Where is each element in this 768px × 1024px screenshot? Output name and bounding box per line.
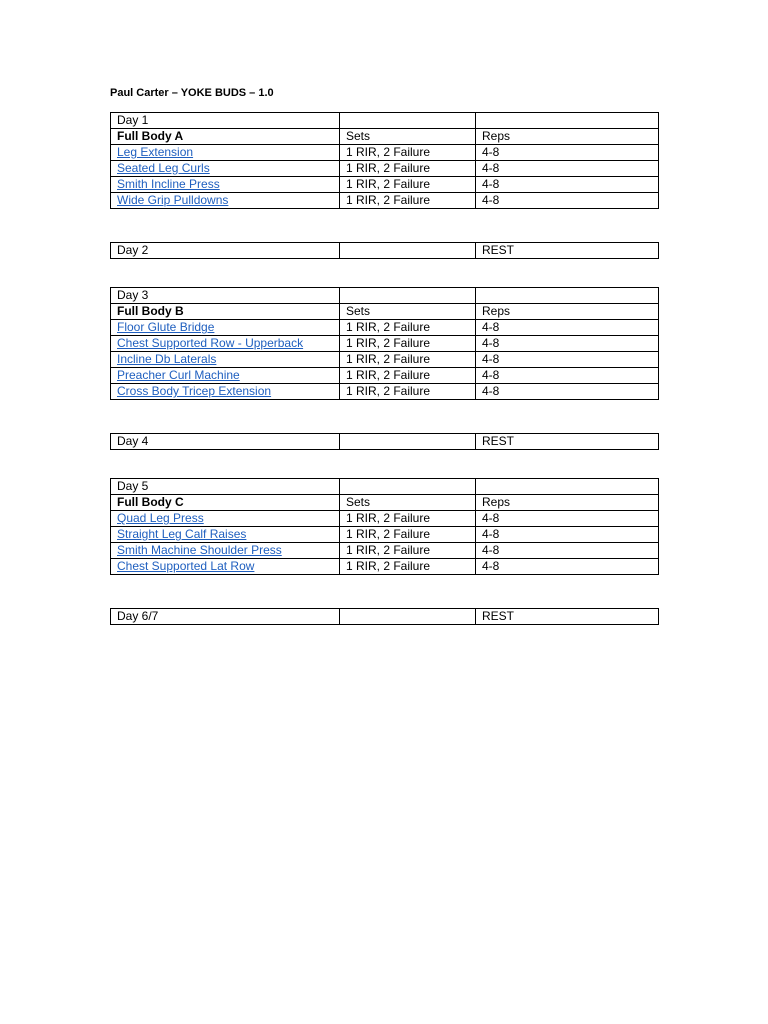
exercise-row	[111, 511, 659, 527]
rest-day-row	[111, 434, 659, 450]
exercise-cell	[111, 543, 340, 559]
exercise-row	[111, 527, 659, 543]
sets-cell: 1 RIR, 2 Failure	[340, 511, 476, 527]
reps-header: Reps	[476, 129, 659, 145]
day-header-row	[111, 479, 659, 495]
exercise-row	[111, 352, 659, 368]
day4-table	[110, 433, 659, 450]
reps-cell: 4-8	[476, 511, 659, 527]
exercise-link-chest-supported-row[interactable]: Chest Supported Row - Upperback	[117, 336, 304, 350]
reps-cell: 4-8	[476, 336, 659, 352]
sets-cell: 1 RIR, 2 Failure	[340, 161, 476, 177]
reps-cell: 4-8	[476, 177, 659, 193]
exercise-row	[111, 193, 659, 209]
workout-name: Full Body B	[111, 304, 340, 320]
reps-cell: 4-8	[476, 368, 659, 384]
workout-header-row	[111, 495, 659, 511]
empty-cell	[476, 113, 659, 129]
exercise-cell	[111, 511, 340, 527]
exercise-link-smith-incline-press[interactable]: Smith Incline Press	[117, 177, 220, 191]
exercise-row	[111, 336, 659, 352]
sets-header: Sets	[340, 129, 476, 145]
day67-table	[110, 608, 659, 625]
reps-cell: 4-8	[476, 527, 659, 543]
empty-cell	[340, 288, 476, 304]
exercise-row	[111, 559, 659, 575]
exercise-link-floor-glute-bridge[interactable]: Floor Glute Bridge	[117, 320, 215, 334]
day3-table	[110, 287, 659, 400]
exercise-cell	[111, 336, 340, 352]
sets-cell: 1 RIR, 2 Failure	[340, 320, 476, 336]
exercise-cell	[111, 352, 340, 368]
day-label: Day 2	[111, 243, 340, 259]
exercise-cell	[111, 384, 340, 400]
exercise-link-incline-db-laterals[interactable]: Incline Db Laterals	[117, 352, 217, 366]
reps-cell: 4-8	[476, 145, 659, 161]
empty-cell	[340, 434, 476, 450]
exercise-cell	[111, 161, 340, 177]
exercise-link-cross-body-tricep-extension[interactable]: Cross Body Tricep Extension	[117, 384, 272, 398]
exercise-link-leg-extension[interactable]: Leg Extension	[117, 145, 194, 159]
exercise-cell	[111, 145, 340, 161]
reps-cell: 4-8	[476, 193, 659, 209]
exercise-link-smith-machine-shoulder-press[interactable]: Smith Machine Shoulder Press	[117, 543, 282, 557]
reps-cell: 4-8	[476, 384, 659, 400]
exercise-cell	[111, 320, 340, 336]
sets-header: Sets	[340, 304, 476, 320]
reps-cell: 4-8	[476, 352, 659, 368]
exercise-cell	[111, 193, 340, 209]
empty-cell	[340, 479, 476, 495]
rest-label: REST	[476, 243, 659, 259]
day-label: Day 1	[111, 113, 340, 129]
empty-cell	[340, 609, 476, 625]
sets-cell: 1 RIR, 2 Failure	[340, 193, 476, 209]
exercise-link-wide-grip-pulldowns[interactable]: Wide Grip Pulldowns	[117, 193, 229, 207]
exercise-cell	[111, 559, 340, 575]
empty-cell	[340, 243, 476, 259]
exercise-link-seated-leg-curls[interactable]: Seated Leg Curls	[117, 161, 210, 175]
empty-cell	[476, 288, 659, 304]
exercise-row	[111, 177, 659, 193]
exercise-link-preacher-curl-machine[interactable]: Preacher Curl Machine	[117, 368, 240, 382]
sets-cell: 1 RIR, 2 Failure	[340, 543, 476, 559]
reps-header: Reps	[476, 495, 659, 511]
exercise-cell	[111, 177, 340, 193]
day1-table	[110, 112, 659, 209]
day5-table	[110, 478, 659, 575]
reps-cell: 4-8	[476, 320, 659, 336]
day2-table	[110, 242, 659, 259]
reps-cell: 4-8	[476, 559, 659, 575]
rest-day-row	[111, 243, 659, 259]
workout-header-row	[111, 129, 659, 145]
sets-cell: 1 RIR, 2 Failure	[340, 559, 476, 575]
workout-name: Full Body C	[111, 495, 340, 511]
sets-cell: 1 RIR, 2 Failure	[340, 368, 476, 384]
exercise-row	[111, 384, 659, 400]
workout-header-row	[111, 304, 659, 320]
sets-cell: 1 RIR, 2 Failure	[340, 384, 476, 400]
day-label: Day 3	[111, 288, 340, 304]
exercise-link-chest-supported-lat-row[interactable]: Chest Supported Lat Row	[117, 559, 255, 573]
day-header-row	[111, 288, 659, 304]
sets-cell: 1 RIR, 2 Failure	[340, 352, 476, 368]
reps-cell: 4-8	[476, 543, 659, 559]
empty-cell	[476, 479, 659, 495]
sets-cell: 1 RIR, 2 Failure	[340, 527, 476, 543]
exercise-row	[111, 368, 659, 384]
exercise-row	[111, 161, 659, 177]
exercise-row	[111, 145, 659, 161]
document-title: Paul Carter – YOKE BUDS – 1.0	[110, 87, 274, 99]
exercise-row	[111, 320, 659, 336]
exercise-cell	[111, 368, 340, 384]
day-label: Day 4	[111, 434, 340, 450]
rest-label: REST	[476, 609, 659, 625]
day-label: Day 6/7	[111, 609, 340, 625]
sets-header: Sets	[340, 495, 476, 511]
workout-name: Full Body A	[111, 129, 340, 145]
sets-cell: 1 RIR, 2 Failure	[340, 177, 476, 193]
reps-header: Reps	[476, 304, 659, 320]
day-header-row	[111, 113, 659, 129]
empty-cell	[340, 113, 476, 129]
rest-label: REST	[476, 434, 659, 450]
exercise-cell	[111, 527, 340, 543]
exercise-row	[111, 543, 659, 559]
sets-cell: 1 RIR, 2 Failure	[340, 336, 476, 352]
sets-cell: 1 RIR, 2 Failure	[340, 145, 476, 161]
reps-cell: 4-8	[476, 161, 659, 177]
day-label: Day 5	[111, 479, 340, 495]
rest-day-row	[111, 609, 659, 625]
exercise-link-straight-leg-calf-raises[interactable]: Straight Leg Calf Raises	[117, 527, 247, 541]
exercise-link-quad-leg-press[interactable]: Quad Leg Press	[117, 511, 204, 525]
